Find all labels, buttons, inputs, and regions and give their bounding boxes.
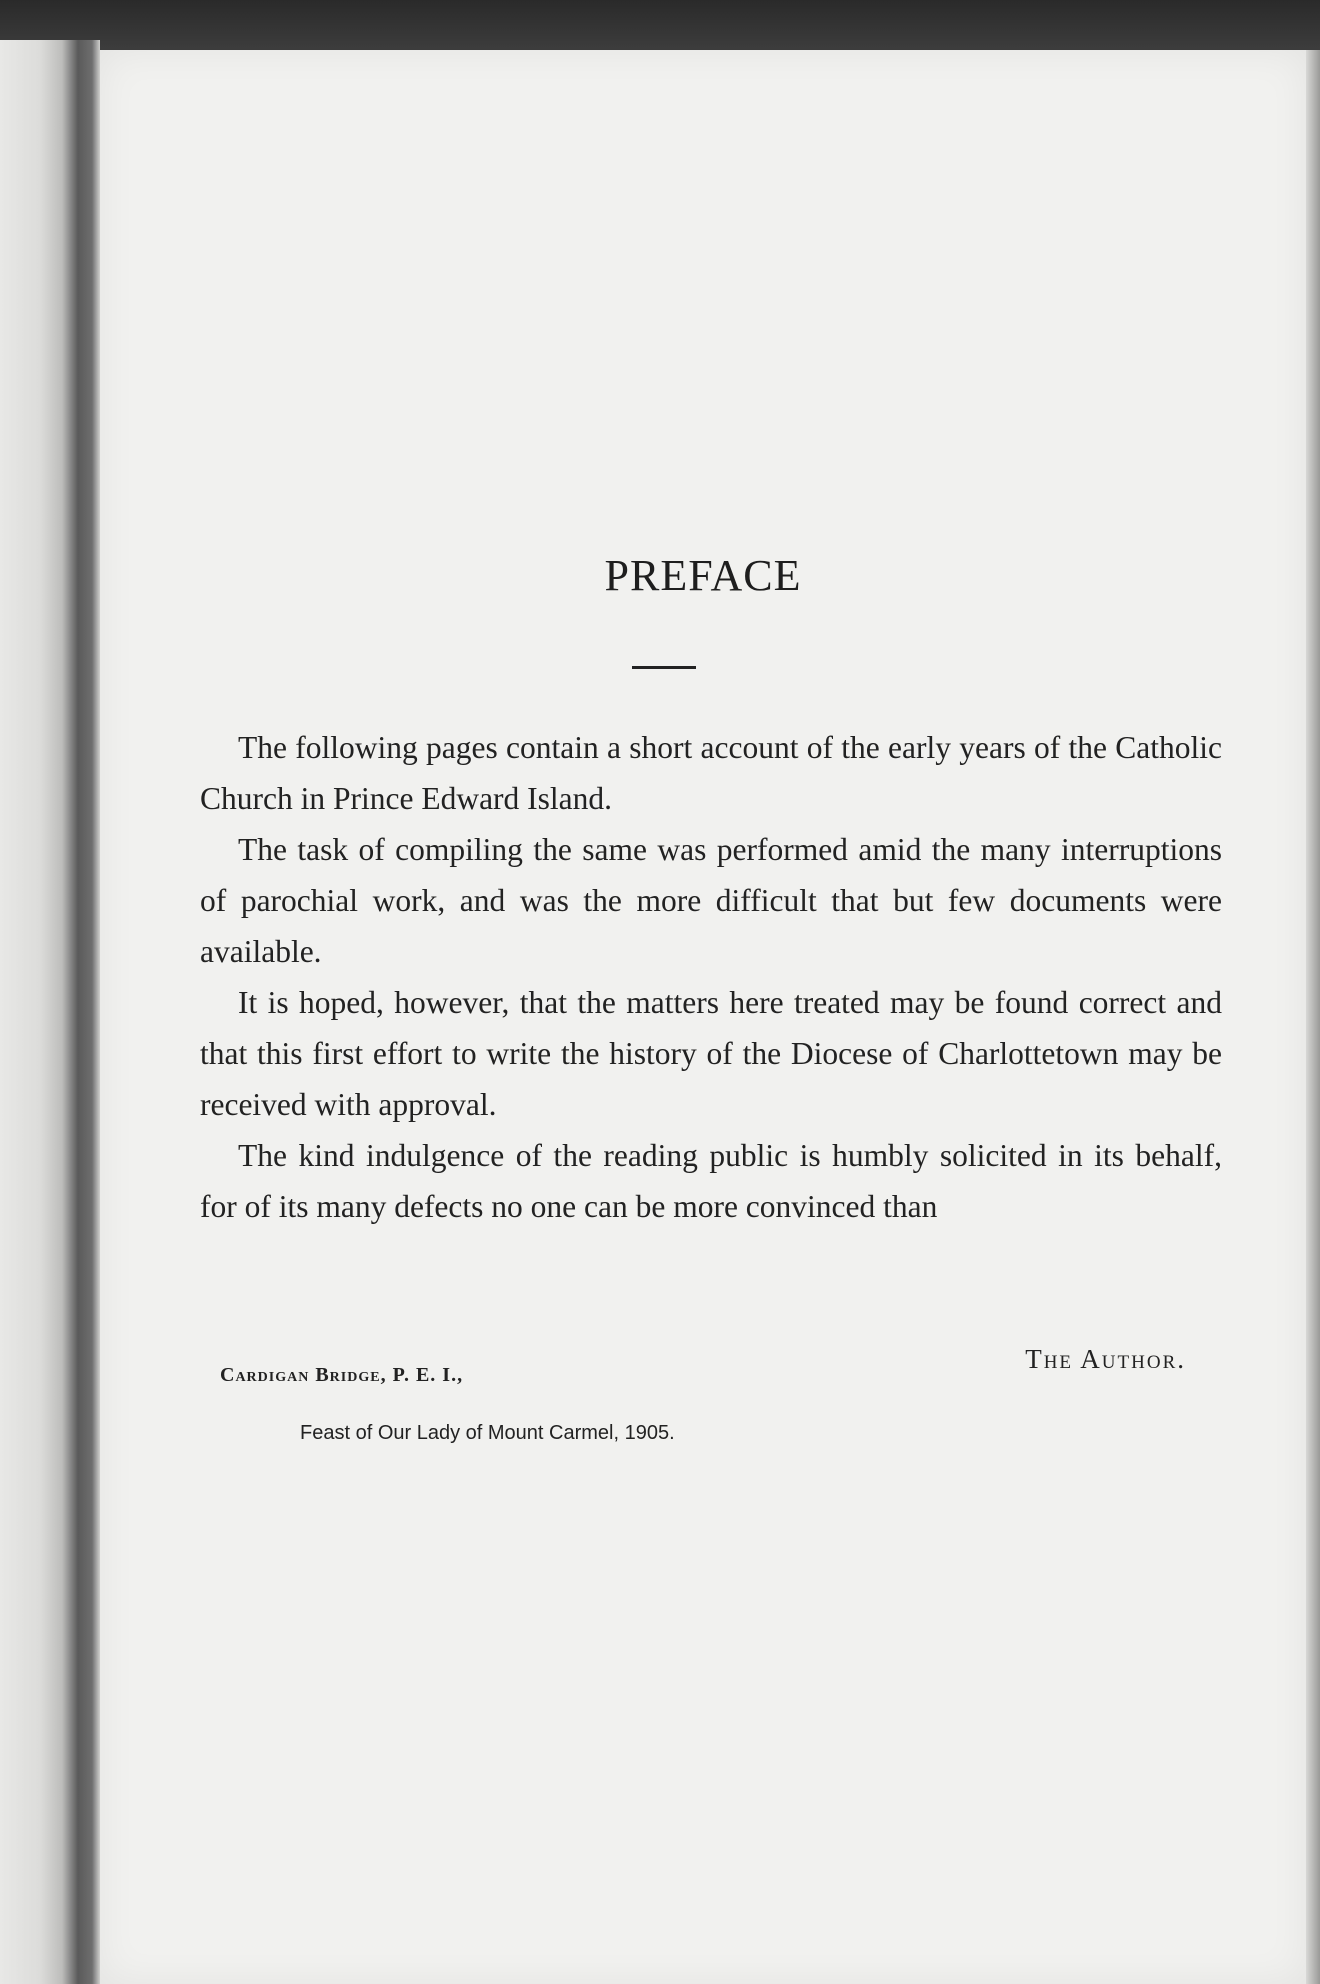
- book-gutter-shadow: [0, 40, 100, 1984]
- scan-top-edge: [0, 0, 1320, 54]
- paragraph: The task of compiling the same was performed amid the many interruptions of parochial work, and was the more difficult that but few documents were available.: [200, 832, 1222, 969]
- paragraph: The kind indulgence of the reading public is humbly solicited in its behalf, for of its many defects no one can be more convinced than: [200, 1138, 1222, 1224]
- page-title: PREFACE: [604, 551, 802, 600]
- author-signature: The Author.: [1025, 1344, 1186, 1374]
- title-rule: [632, 666, 696, 669]
- preface-body: [200, 722, 1222, 1232]
- place-line: Cardigan Bridge, P. E. I.,: [220, 1364, 464, 1386]
- date-line: Feast of Our Lady of Mount Carmel, 1905.: [300, 1422, 675, 1444]
- page-right-edge: [1306, 50, 1320, 1984]
- book-page: [100, 50, 1306, 1984]
- paragraph: It is hoped, however, that the matters here treated may be found correct and that this first effort to write the history of the Diocese of Charlottetown may be received with approval.: [200, 985, 1222, 1122]
- paragraph: The following pages contain a short account of the early years of the Catholic Church in Prince Edward Island.: [200, 730, 1222, 816]
